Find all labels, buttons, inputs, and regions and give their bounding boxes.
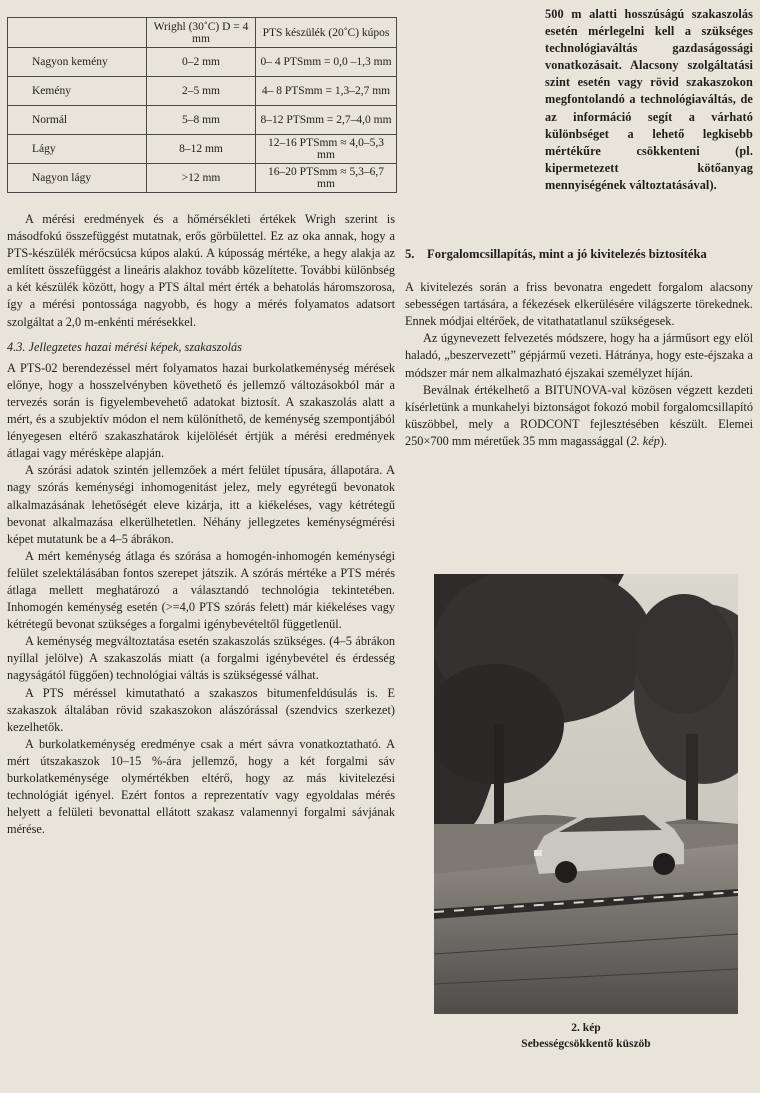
paragraph xyxy=(405,382,753,450)
photo-speed-bump xyxy=(434,574,738,1014)
figure-reference: 2. kép xyxy=(630,433,660,448)
paragraph: A PTS-02 berendezéssel mért folyamatos hazai burkolatkeménység mérések előnye, hogy a hosszelvényben követhető és jellemző változásokból már a tervezés során is figyelembevehető adatokat biztosít. A szakaszolás alatt a mért, és a szubjektív módon el nem különíthető, de keménység szempontjából lényegesen eltérő szakaszhatárok kijelölését értjük a mérési eredmények átlagai vagy méréskèpe alapján. xyxy=(7,360,395,461)
caption-number: 2. kép xyxy=(571,1022,601,1034)
table-row xyxy=(8,106,397,135)
pts-value: 8–12 PTSmm = 2,7–4,0 mm xyxy=(256,106,397,135)
photo-illustration xyxy=(434,574,738,1014)
paragraph: A kivitelezés során a friss bevonatra engedett forgalom alacsony sebességen tartására, a fékezések elkerülésére világszerte törekednek. Ennek módjai eltérőek, de vitathatatlanul szükségesek. xyxy=(405,280,753,329)
table-row xyxy=(8,164,397,193)
table-row xyxy=(8,135,397,164)
paragraph: Az úgynevezett felvezetés módszere, hogy ha a járműsort egy elöl haladó, „beszervezett” gépjármű vezeti. Hátránya, hogy este-éjszaka a módszer már nem alkalmazható éjszakai személyzet híján. xyxy=(405,331,753,380)
paragraph: 500 m alatti hosszúságú szakaszolás esetén mérlegelni kell a szükséges technológiaváltás gazdaságossági vonatkozásait. Alacsony szolgáltatási szint esetén vagy rövid szakaszokon megfontolandó a technológiaváltás, de az információ segít a várható különbséget a lehető legkisebb mértékűre csökkenteni (pl. kipermetezett kötőanyag mennyiségének változtatásával). xyxy=(545,7,753,192)
paragraph: A mérési eredmények és a hőmérsékleti értékek Wrigh szerint is másodfokú összefüggést mutatnak, erős görbülettel. Ez az oka annak, hogy a PTS-készülék mérőcsúcsa kúpos alakú. A kúposság mértéke, a hegy alakja az említett összefüggést a lineáris alakhoz tovább közelítette. További különbség a két készülék között, hogy a PTS által mért érték a behatolás háromszorosa, így a mérési pontossága nagyobb, és hogy a mérés folyamatos adatsort szolgáltat a 2,0 m-enkénti mérésekkel. xyxy=(7,212,395,329)
table-row xyxy=(8,48,397,77)
pts-value: 16–20 PTSmm ≈ 5,3–6,7 mm xyxy=(256,164,397,193)
row-label: Nagyon lágy xyxy=(8,164,147,193)
table-header-pts: PTS készülék (20˚C) kúpos xyxy=(256,18,397,48)
section-heading-text: Forgalomcsillapítás, mint a jó kivitelezés biztosítéka xyxy=(427,247,707,262)
table-header-empty xyxy=(8,18,147,48)
row-label: Lágy xyxy=(8,135,147,164)
photo-caption xyxy=(434,1020,738,1052)
table-row xyxy=(8,77,397,106)
pts-value: 0– 4 PTSmm = 0,0 –1,3 mm xyxy=(256,48,397,77)
wright-value: 8–12 mm xyxy=(147,135,256,164)
continued-text xyxy=(545,6,753,194)
section-heading: 4.3. Jellegzetes hazai mérési képek, szakaszolás xyxy=(7,339,242,354)
section-heading xyxy=(405,246,753,263)
wright-value: 2–5 mm xyxy=(147,77,256,106)
paragraph: A szórási adatok szintén jellemzőek a mért felület típusára, állapotára. A nagy szórás keménységi inhomogenitást jelez, mely egyrétegű bevonatok alkalmazásának lehetőségét eleve kizárja, itt a kiékeléses, vagy kétrétegű bevonat alkalmazása elkerülhetetlen. Néhány jellegzetes keménységmérési képet mutatunk be a 4–5 ábrákon. xyxy=(7,463,395,546)
pts-value: 12–16 PTSmm ≈ 4,0–5,3 mm xyxy=(256,135,397,164)
row-label: Kemény xyxy=(8,77,147,106)
paragraph-text: Beválnak értékelhető a BITUNOVA-val közösen végzett kezdeti kísérletünk a munkahelyi biztonságot fokozó mobil forgalomcsillapító küszöbbel, mely a RODCONT fejlesztésében készült. Elemei 250×700 mm méretűek 35 mm magassággal ( xyxy=(405,382,753,448)
paragraph: A burkolatkeménység eredménye csak a mért sávra vonatkoztatható. A mért útszakaszok 10–15 %-ára jellemző, hogy a két forgalmi sáv burkolatkeménysége olymértékben eltérő, hogy az más kivitelezési technológiát igényel. Ezért fontos a reprezentatív vagy egyoldalas mérés helyett a felületi bevonattal ellátott szakasz valamennyi forgalmi sávjának mérése. xyxy=(7,736,395,837)
paragraph: A PTS méréssel kimutatható a szakaszos bitumenfeldúsulás is. E szakaszok általában rövid szakaszokon alászórással (szendvics szerkezet) kezelhetők. xyxy=(7,685,395,734)
left-column xyxy=(7,211,395,838)
row-label: Normál xyxy=(8,106,147,135)
caption-text: Sebességcsökkentő küszöb xyxy=(521,1038,651,1050)
hardness-comparison-table xyxy=(7,17,397,193)
pts-value: 4– 8 PTSmm = 1,3–2,7 mm xyxy=(256,77,397,106)
table-header-row xyxy=(8,18,397,48)
right-column xyxy=(405,6,753,450)
paragraph: A mért keménység átlaga és szórása a homogén-inhomogén keménységi felület szelektálásában fontos szerepet játszik. A szórás mértéke a PTS mérés átlaga mellett meghatározó a választandó technológia tekintetében. Inhomogén keménység esetén (>=4,0 PTS szórás felett) már kiékeléses vagy kétrétegű bevonat szükséges a forgalmi igénybevételtől függetlenül. xyxy=(7,548,395,632)
section-number: 5. xyxy=(405,247,415,262)
wright-value: 0–2 mm xyxy=(147,48,256,77)
paragraph-end: ). xyxy=(659,433,668,448)
wright-value: >12 mm xyxy=(147,164,256,193)
wright-value: 5–8 mm xyxy=(147,106,256,135)
row-label: Nagyon kemény xyxy=(8,48,147,77)
table-header-wright: Wrighl (30˚C) D = 4 mm xyxy=(147,18,256,48)
paragraph: A keménység megváltoztatása esetén szakaszolás szükséges. (4–5 ábrákon nyíllal jelölve) A szakaszolás miatt (a forgalmi igénybevétel és érdesség nagyságától függően) technológiai váltás is szükségessé válhat. xyxy=(7,634,395,683)
